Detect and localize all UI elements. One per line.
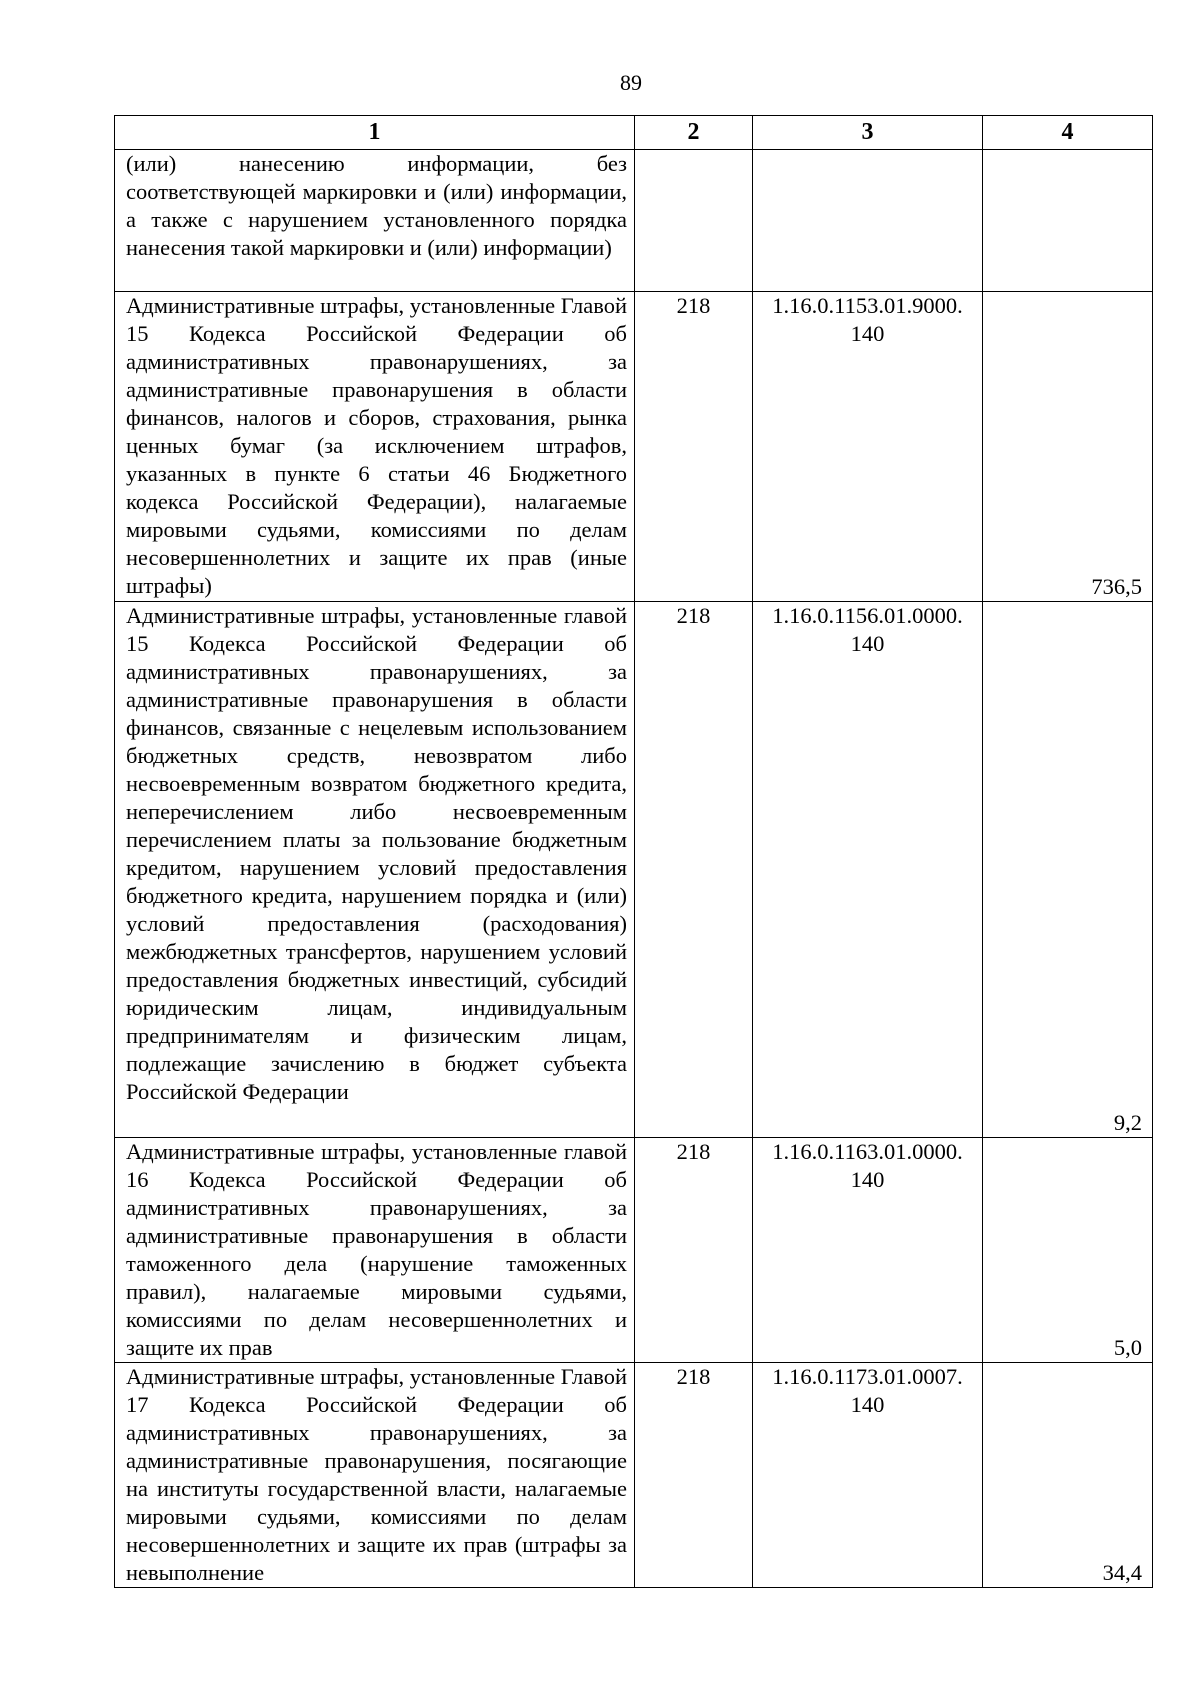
table-row [115,602,1153,1138]
row-kbk-code [753,150,983,292]
row-description: Административные штрафы, установленные Главой 15 Кодекса Российской Федерации об административных правонарушениях, за административные правонарушения в области финансов, налогов и сборов, страхования, рынка ценных бумаг (за исключением штрафов, указанных в пункте 6 статьи 46 Бюджетного кодекса Российской Федерации), налагаемые мировыми судьями, комиссиями по делам несовершеннолетних и защите их прав (иные штрафы) [115,292,635,602]
table-row [115,150,1153,292]
page-number: 89 [620,70,642,95]
table-row [115,1363,1153,1588]
column-header-4: 4 [983,116,1153,150]
row-kbk-code: 1.16.0.1156.01.0000. 140 [753,602,983,1138]
column-header-2: 2 [635,116,753,150]
row-kbk-code: 1.16.0.1163.01.0000. 140 [753,1138,983,1363]
row-amount: 736,5 [983,292,1153,602]
budget-table [114,115,1153,1588]
column-header-1: 1 [115,116,635,150]
row-admin-code: 218 [635,602,753,1138]
row-admin-code: 218 [635,1138,753,1363]
table-row [115,292,1153,602]
table-row [115,1138,1153,1363]
row-admin-code: 218 [635,292,753,602]
row-description: Административные штрафы, установленные Главой 17 Кодекса Российской Федерации об административных правонарушениях, за административные правонарушения, посягающие на институты государственной власти, налагаемые мировыми судьями, комиссиями по делам несовершеннолетних и защите их прав (штрафы за невыполнение [115,1363,635,1588]
row-amount: 9,2 [983,602,1153,1138]
table-header-row [115,116,1153,150]
row-kbk-code: 1.16.0.1153.01.9000. 140 [753,292,983,602]
row-description: Административные штрафы, установленные главой 15 Кодекса Российской Федерации об административных правонарушениях, за административные правонарушения в области финансов, связанные с нецелевым использованием бюджетных средств, невозвратом либо несвоевременным возвратом бюджетного кредита, неперечислением либо несвоевременным перечислением платы за пользование бюджетным кредитом, нарушением условий предоставления бюджетного кредита, нарушением порядка и (или) условий предоставления (расходования) межбюджетных трансфертов, нарушением условий предоставления бюджетных инвестиций, субсидий юридическим лицам, индивидуальным предпринимателям и физическим лицам, подлежащие зачислению в бюджет субъекта Российской Федерации [115,602,635,1138]
row-description: (или) нанесению информации, без соответствующей маркировки и (или) информации, а также с нарушением установленного порядка нанесения такой маркировки и (или) информации) [115,150,635,292]
row-kbk-code: 1.16.0.1173.01.0007. 140 [753,1363,983,1588]
row-amount: 5,0 [983,1138,1153,1363]
row-amount [983,150,1153,292]
row-amount: 34,4 [983,1363,1153,1588]
row-description: Административные штрафы, установленные главой 16 Кодекса Российской Федерации об административных правонарушениях, за административные правонарушения в области таможенного дела (нарушение таможенных правил), налагаемые мировыми судьями, комиссиями по делам несовершеннолетних и защите их прав [115,1138,635,1363]
row-admin-code [635,150,753,292]
row-admin-code: 218 [635,1363,753,1588]
column-header-3: 3 [753,116,983,150]
